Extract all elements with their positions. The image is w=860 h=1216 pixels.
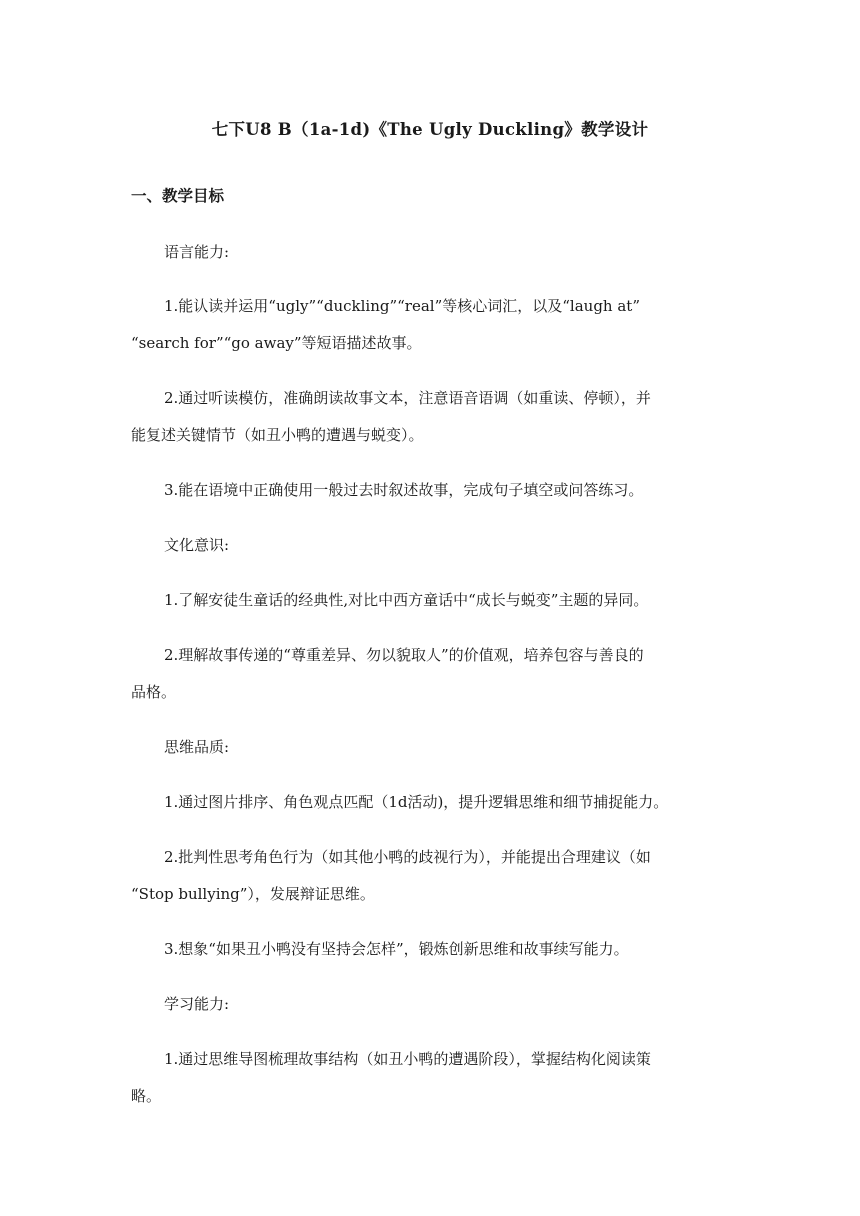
subheading-cultural-awareness: 文化意识: bbox=[164, 536, 230, 554]
thinking-item3: 3.想象“如果丑小鸭没有坚持会怎样”，锻炼创新思维和故事续写能力。 bbox=[164, 940, 629, 958]
language-item2-line2: 能复述关键情节（如丑小鸭的遭遇与蜕变）。 bbox=[131, 426, 424, 444]
cultural-item1: 1.了解安徒生童话的经典性,对比中西方童话中“成长与蜕变”主题的异同。 bbox=[164, 591, 649, 609]
document-title: 七下U8 B（1a-1d)《The Ugly Duckling》教学设计 bbox=[211, 120, 649, 139]
thinking-item1: 1.通过图片排序、角色观点匹配（1d活动)，提升逻辑思维和细节捕捉能力。 bbox=[164, 793, 669, 811]
language-item2-line1: 2.通过听读模仿，准确朗读故事文本，注意语音语调（如重读、停顿），并 bbox=[164, 389, 651, 407]
section-heading-teaching-goals: 一、教学目标 bbox=[131, 186, 225, 205]
thinking-item2-line1: 2.批判性思考角色行为（如其他小鸭的歧视行为），并能提出合理建议（如 bbox=[164, 848, 651, 866]
subheading-thinking-quality: 思维品质: bbox=[164, 738, 230, 756]
cultural-item2-line1: 2.理解故事传递的“尊重差异、勿以貌取人”的价值观，培养包容与善良的 bbox=[164, 646, 644, 664]
subheading-learning-ability: 学习能力: bbox=[164, 995, 230, 1013]
language-item1-line2: “search for”“go away”等短语描述故事。 bbox=[131, 334, 422, 352]
cultural-item2-line2: 品格。 bbox=[131, 683, 177, 701]
language-item3: 3.能在语境中正确使用一般过去时叙述故事，完成句子填空或问答练习。 bbox=[164, 481, 644, 499]
subheading-language-ability: 语言能力: bbox=[164, 243, 230, 261]
learning-item1-line1: 1.通过思维导图梳理故事结构（如丑小鸭的遭遇阶段），掌握结构化阅读策 bbox=[164, 1050, 651, 1068]
learning-item1-line2: 略。 bbox=[131, 1087, 162, 1105]
language-item1-line1: 1.能认读并运用“ugly”“duckling”“real”等核心词汇，以及“laugh at” bbox=[164, 297, 640, 315]
thinking-item2-line2: “Stop bullying”），发展辩证思维。 bbox=[131, 885, 375, 903]
